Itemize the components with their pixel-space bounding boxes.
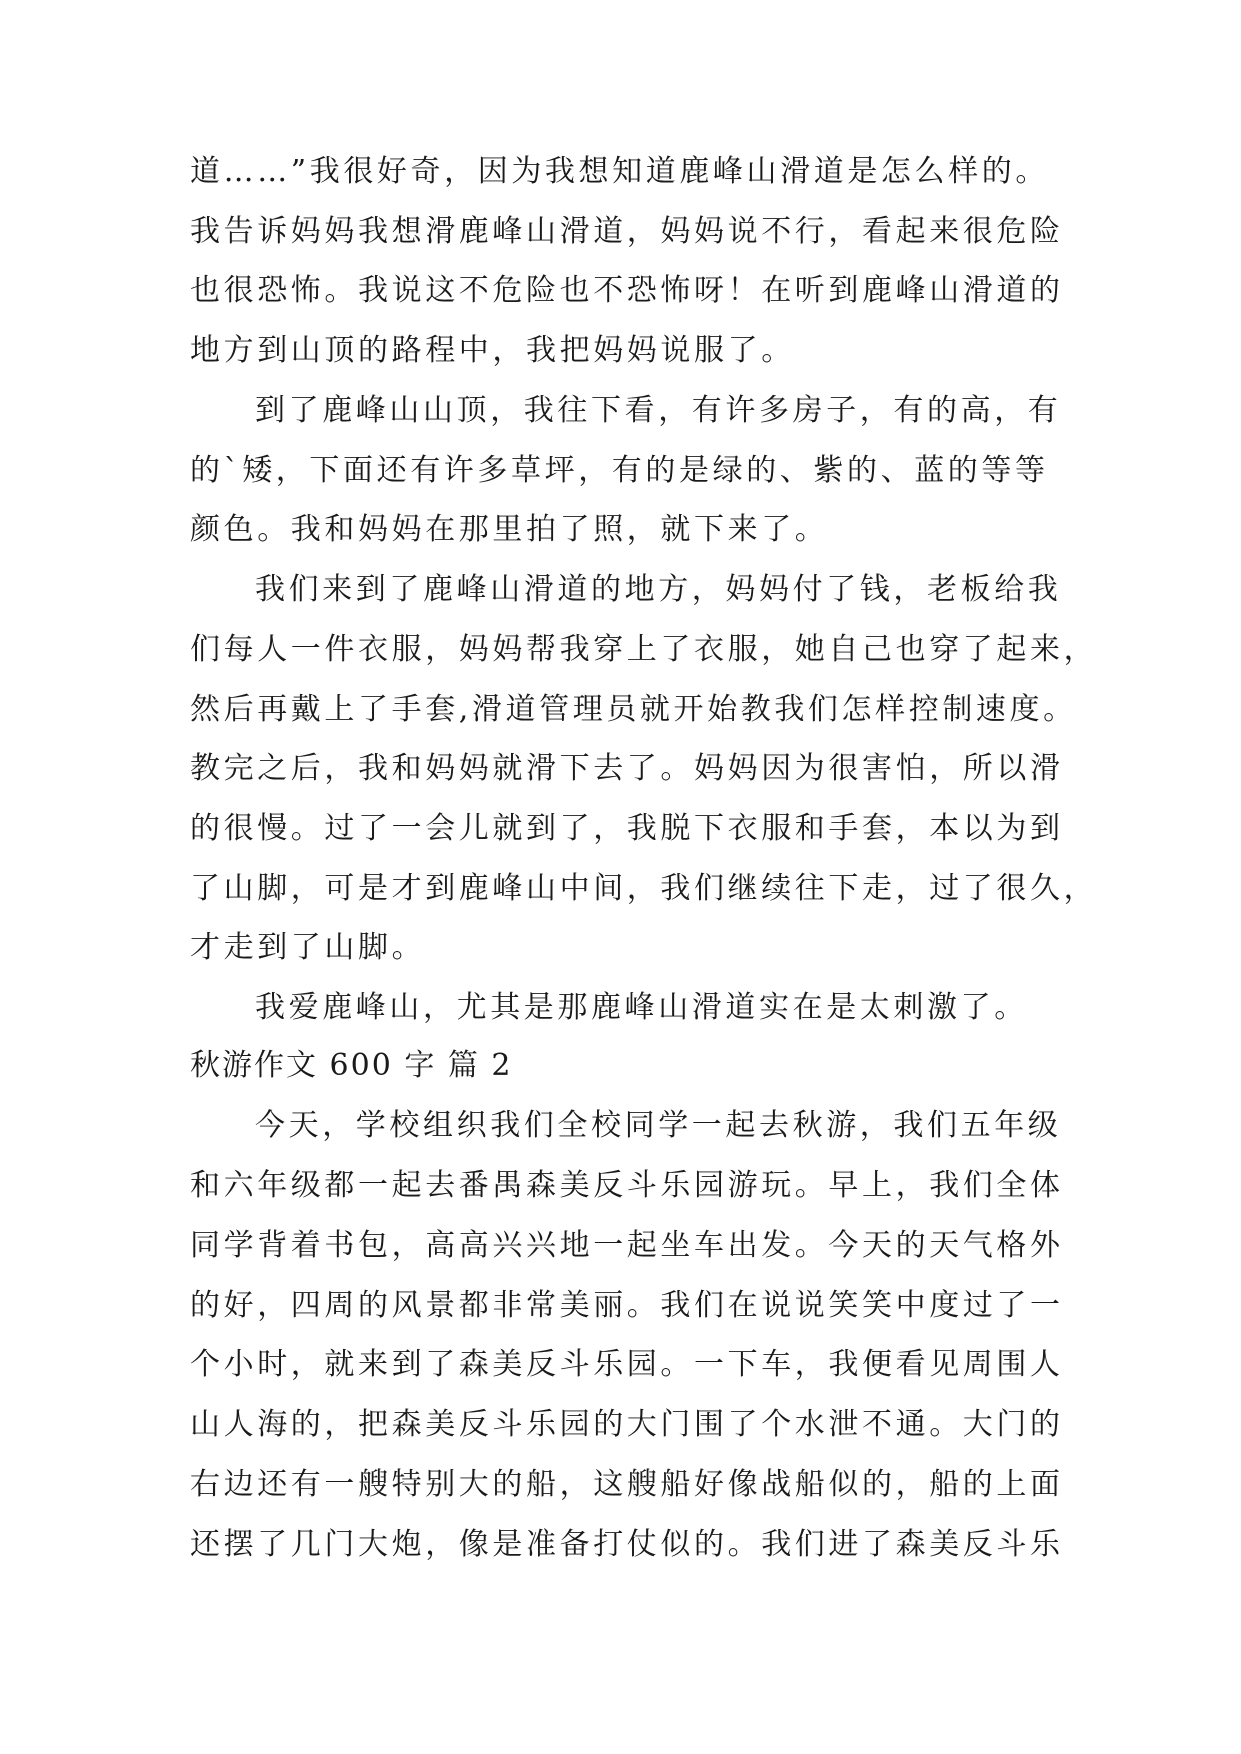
text-line: 地方到山顶的路程中，我把妈妈说服了。 — [190, 333, 795, 368]
paragraph-first-line: 今天，学校组织我们全校同学一起去秋游，我们五年级 — [255, 1108, 1062, 1143]
text-line: 了山脚，可是才到鹿峰山中间，我们继续往下走，过了很久， — [190, 871, 1098, 906]
text-line: 右边还有一艘特别大的船，这艘船好像战船似的，船的上面 — [190, 1467, 1064, 1502]
paragraph-first-line: 我们来到了鹿峰山滑道的地方，妈妈付了钱，老板给我 — [255, 572, 1062, 607]
text-line: 们每人一件衣服，妈妈帮我穿上了衣服，她自己也穿了起来， — [190, 632, 1098, 667]
text-line: 还摆了几门大炮，像是准备打仗似的。我们进了森美反斗乐 — [190, 1527, 1064, 1562]
paragraph-first-line: 到了鹿峰山山顶，我往下看，有许多房子，有的高，有 — [255, 393, 1062, 428]
text-line: 的好，四周的风景都非常美丽。我们在说说笑笑中度过了一 — [190, 1288, 1064, 1323]
text-line: 的很慢。过了一会儿就到了，我脱下衣服和手套，本以为到 — [190, 811, 1064, 846]
text-line: 然后再戴上了手套,滑道管理员就开始教我们怎样控制速度。 — [190, 692, 1077, 727]
text-line: 才走到了山脚。 — [190, 930, 426, 965]
text-line: 颜色。我和妈妈在那里拍了照，就下来了。 — [190, 512, 829, 547]
text-line: 个小时，就来到了森美反斗乐园。一下车，我便看见周围人 — [190, 1347, 1064, 1382]
text-line: 的`矮，下面还有许多草坪，有的是绿的、紫的、蓝的等等 — [190, 453, 1049, 488]
text-line: 教完之后，我和妈妈就滑下去了。妈妈因为很害怕，所以滑 — [190, 751, 1064, 786]
paragraph-first-line: 我爱鹿峰山，尤其是那鹿峰山滑道实在是太刺激了。 — [255, 990, 1028, 1025]
text-line: 同学背着书包，高高兴兴地一起坐车出发。今天的天气格外 — [190, 1228, 1064, 1263]
text-line: 我告诉妈妈我想滑鹿峰山滑道，妈妈说不行，看起来很危险 — [190, 214, 1064, 249]
section-heading: 秋游作文 600 字 篇 2 — [190, 1048, 513, 1083]
text-line: 道……”我很好奇，因为我想知道鹿峰山滑道是怎么样的。 — [190, 154, 1049, 189]
text-line: 也很恐怖。我说这不危险也不恐怖呀！在听到鹿峰山滑道的 — [190, 273, 1064, 308]
text-line: 山人海的，把森美反斗乐园的大门围了个水泄不通。大门的 — [190, 1407, 1064, 1442]
text-line: 和六年级都一起去番禺森美反斗乐园游玩。早上，我们全体 — [190, 1168, 1064, 1203]
